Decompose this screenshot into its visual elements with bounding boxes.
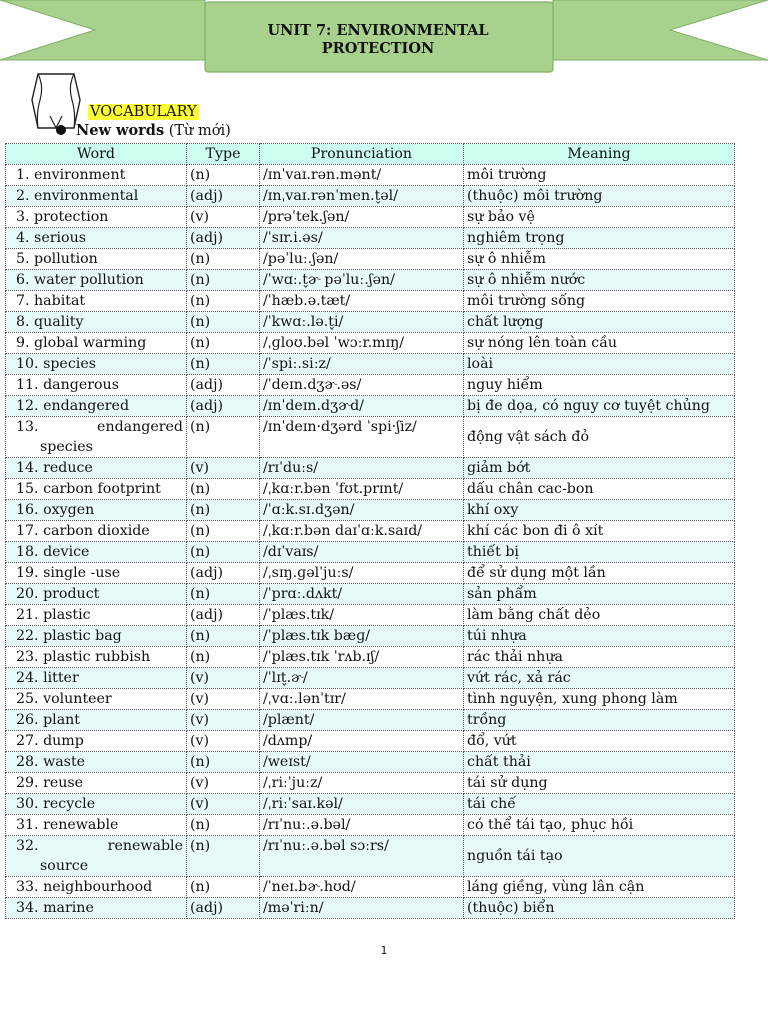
cell-type: (n) — [187, 521, 260, 542]
cell-meaning: giảm bớt — [464, 458, 735, 479]
cell-meaning: láng giềng, vùng lân cận — [464, 877, 735, 898]
cell-word: 17. carbon dioxide — [6, 521, 187, 542]
cell-word: 14. reduce — [6, 458, 187, 479]
cell-meaning: nghiêm trọng — [464, 228, 735, 249]
cell-type: (v) — [187, 458, 260, 479]
cell-pronunciation: /ˈɑːk.sɪ.dʒən/ — [260, 500, 464, 521]
cell-word: 31. renewable — [6, 815, 187, 836]
table-row — [6, 521, 735, 542]
table-row — [6, 626, 735, 647]
cell-word — [6, 417, 187, 458]
cell-meaning: đổ, vứt — [464, 731, 735, 752]
word-number: 13. — [16, 419, 39, 435]
cell-type: (n) — [187, 270, 260, 291]
table-row — [6, 228, 735, 249]
cell-type: (n) — [187, 815, 260, 836]
table-row — [6, 647, 735, 668]
cell-type: (adj) — [187, 228, 260, 249]
cell-word: 29. reuse — [6, 773, 187, 794]
cell-meaning: làm bằng chất dẻo — [464, 605, 735, 626]
cell-pronunciation: /ˈhæb.ə.tæt/ — [260, 291, 464, 312]
page-number: 1 — [380, 944, 388, 957]
cell-word — [6, 836, 187, 877]
cell-type: (n) — [187, 836, 260, 877]
cell-pronunciation: /rɪˈnuː.ə.bəl/ — [260, 815, 464, 836]
cell-word: 26. plant — [6, 710, 187, 731]
table-row — [6, 375, 735, 396]
cell-meaning: túi nhựa — [464, 626, 735, 647]
word-text-cont: source — [40, 858, 89, 874]
cell-pronunciation: /ɪnˈdeɪn.dʒɚd/ — [260, 396, 464, 417]
cell-word: 7. habitat — [6, 291, 187, 312]
cell-type: (adj) — [187, 375, 260, 396]
cell-meaning: (thuộc) môi trường — [464, 186, 735, 207]
cell-meaning: dấu chân cac-bon — [464, 479, 735, 500]
cell-pronunciation: /weɪst/ — [260, 752, 464, 773]
cell-meaning: sự bảo vệ — [464, 207, 735, 228]
new-words-heading: New words (Từ mới) — [56, 122, 231, 140]
table-row — [6, 731, 735, 752]
cell-pronunciation: /ˈspiː.siːz/ — [260, 354, 464, 375]
cell-pronunciation: /dɪˈvaɪs/ — [260, 542, 464, 563]
cell-type: (v) — [187, 207, 260, 228]
cell-word: 5. pollution — [6, 249, 187, 270]
cell-pronunciation: /ˌriːˈsaɪ.kəl/ — [260, 794, 464, 815]
table-row — [6, 186, 735, 207]
cell-word: 16. oxygen — [6, 500, 187, 521]
table-row — [6, 396, 735, 417]
cell-word: 9. global warming — [6, 333, 187, 354]
cell-word: 15. carbon footprint — [6, 479, 187, 500]
word-text-cont: species — [40, 439, 93, 455]
table-row — [6, 877, 735, 898]
cell-type: (v) — [187, 794, 260, 815]
table-row — [6, 563, 735, 584]
header-type: Type — [187, 144, 260, 165]
cell-type: (n) — [187, 249, 260, 270]
cell-type: (n) — [187, 333, 260, 354]
cell-pronunciation: /ˌkɑːr.bən ˈfʊt.prɪnt/ — [260, 479, 464, 500]
cell-pronunciation: /ˈplæs.tɪk bæɡ/ — [260, 626, 464, 647]
cell-meaning: môi trường sống — [464, 291, 735, 312]
cell-type: (adj) — [187, 898, 260, 919]
cell-word: 1. environment — [6, 165, 187, 186]
cell-type: (adj) — [187, 396, 260, 417]
cell-meaning: tình nguyện, xung phong làm — [464, 689, 735, 710]
table-row — [6, 291, 735, 312]
table-row — [6, 500, 735, 521]
cell-pronunciation: /ˌɡloʊ.bəl ˈwɔːr.mɪŋ/ — [260, 333, 464, 354]
cell-word: 24. litter — [6, 668, 187, 689]
cell-pronunciation: /ˈsɪr.i.əs/ — [260, 228, 464, 249]
cell-meaning: sản phẩm — [464, 584, 735, 605]
table-row — [6, 689, 735, 710]
word-text: endangered — [97, 419, 183, 435]
table-row — [6, 312, 735, 333]
cell-word: 4. serious — [6, 228, 187, 249]
table-row — [6, 333, 735, 354]
cell-pronunciation: /ˈwɑː.t̬ɚ pəˈluː.ʃən/ — [260, 270, 464, 291]
cell-meaning: nguồn tái tạo — [464, 836, 735, 877]
cell-pronunciation: /ˌkɑːr.bən daɪˈɑːk.saɪd/ — [260, 521, 464, 542]
cell-meaning: rác thải nhựa — [464, 647, 735, 668]
cell-meaning: tái chế — [464, 794, 735, 815]
cell-type: (n) — [187, 479, 260, 500]
cell-type: (n) — [187, 626, 260, 647]
cell-pronunciation: /rɪˈnuː.ə.bəl sɔːrs/ — [260, 836, 464, 877]
cell-type: (adj) — [187, 605, 260, 626]
cell-word: 28. waste — [6, 752, 187, 773]
table-body — [6, 165, 735, 919]
cell-pronunciation: /ɪnˈvaɪ.rən.mənt/ — [260, 165, 464, 186]
header-pronunciation: Pronunciation — [260, 144, 464, 165]
cell-type: (n) — [187, 312, 260, 333]
cell-word: 27. dump — [6, 731, 187, 752]
section-label: VOCABULARY — [90, 104, 197, 120]
cell-type: (v) — [187, 710, 260, 731]
cell-word: 22. plastic bag — [6, 626, 187, 647]
cell-pronunciation: /ˈplæs.tɪk ˈrʌb.ɪʃ/ — [260, 647, 464, 668]
cell-word: 12. endangered — [6, 396, 187, 417]
cell-type: (n) — [187, 542, 260, 563]
table-row — [6, 668, 735, 689]
cell-word: 8. quality — [6, 312, 187, 333]
cell-type: (v) — [187, 731, 260, 752]
cell-type: (n) — [187, 500, 260, 521]
cell-meaning: bị đe dọa, có nguy cơ tuyệt chủng — [464, 396, 735, 417]
cell-type: (n) — [187, 291, 260, 312]
cell-meaning: sự ô nhiễm — [464, 249, 735, 270]
table-row — [6, 542, 735, 563]
cell-meaning: khí oxy — [464, 500, 735, 521]
cell-pronunciation: /məˈriːn/ — [260, 898, 464, 919]
cell-pronunciation: /ˈprɑː.dʌkt/ — [260, 584, 464, 605]
cell-meaning: môi trường — [464, 165, 735, 186]
cell-type: (n) — [187, 752, 260, 773]
cell-type: (n) — [187, 354, 260, 375]
cell-type: (n) — [187, 647, 260, 668]
table-row — [6, 836, 735, 877]
cell-type: (v) — [187, 689, 260, 710]
cell-type: (adj) — [187, 563, 260, 584]
cell-word: 3. protection — [6, 207, 187, 228]
cell-pronunciation: /ɪnˌvaɪ.rənˈmen.t̬əl/ — [260, 186, 464, 207]
cell-pronunciation: /ˌvɑː.lənˈtɪr/ — [260, 689, 464, 710]
cell-meaning: để sử dụng một lần — [464, 563, 735, 584]
cell-type: (v) — [187, 773, 260, 794]
cell-type: (n) — [187, 165, 260, 186]
cell-pronunciation: /dʌmp/ — [260, 731, 464, 752]
word-number: 32. — [16, 838, 39, 854]
cell-pronunciation: /ˌsɪŋ.ɡəlˈjuːs/ — [260, 563, 464, 584]
table-header-row — [6, 144, 735, 165]
page-title: UNIT 7: ENVIRONMENTAL PROTECTION — [267, 22, 489, 57]
cell-type: (v) — [187, 668, 260, 689]
cell-word: 23. plastic rubbish — [6, 647, 187, 668]
cell-meaning: tái sử dụng — [464, 773, 735, 794]
cell-pronunciation: /ˈlɪt̬.ɚ/ — [260, 668, 464, 689]
table-row — [6, 479, 735, 500]
cell-meaning: trồng — [464, 710, 735, 731]
cell-pronunciation: /plænt/ — [260, 710, 464, 731]
cell-word: 25. volunteer — [6, 689, 187, 710]
table-row — [6, 458, 735, 479]
table-row — [6, 417, 735, 458]
cell-word: 18. device — [6, 542, 187, 563]
cell-meaning: sự ô nhiễm nước — [464, 270, 735, 291]
cell-type: (n) — [187, 417, 260, 458]
cell-meaning: thiết bị — [464, 542, 735, 563]
table-row — [6, 794, 735, 815]
table-row — [6, 710, 735, 731]
cell-word: 30. recycle — [6, 794, 187, 815]
table-row — [6, 773, 735, 794]
cell-word: 19. single -use — [6, 563, 187, 584]
cell-meaning: chất thải — [464, 752, 735, 773]
table-row — [6, 898, 735, 919]
cell-type: (n) — [187, 584, 260, 605]
cell-word: 21. plastic — [6, 605, 187, 626]
cell-pronunciation: /prəˈtek.ʃən/ — [260, 207, 464, 228]
cell-word: 6. water pollution — [6, 270, 187, 291]
cell-meaning: (thuộc) biển — [464, 898, 735, 919]
cell-pronunciation: /ɪnˈdeɪn·dʒərd ˈspi·ʃiz/ — [260, 417, 464, 458]
header-word: Word — [6, 144, 187, 165]
header-meaning: Meaning — [464, 144, 735, 165]
vocabulary-table — [5, 143, 735, 919]
table-row — [6, 165, 735, 186]
cell-pronunciation: /ˈkwɑː.lə.t̬i/ — [260, 312, 464, 333]
cell-pronunciation: /ˌriːˈjuːz/ — [260, 773, 464, 794]
cell-meaning: chất lượng — [464, 312, 735, 333]
table-row — [6, 752, 735, 773]
table-row — [6, 815, 735, 836]
cell-pronunciation: /ˈneɪ.bɚ.hʊd/ — [260, 877, 464, 898]
cell-meaning: có thể tái tạo, phục hồi — [464, 815, 735, 836]
table-row — [6, 605, 735, 626]
cell-meaning: động vật sách đỏ — [464, 417, 735, 458]
cell-meaning: nguy hiểm — [464, 375, 735, 396]
cell-type: (adj) — [187, 186, 260, 207]
cell-pronunciation: /rɪˈduːs/ — [260, 458, 464, 479]
unit-banner — [0, 0, 768, 80]
cell-meaning: khí các bon đi ô xít — [464, 521, 735, 542]
cell-pronunciation: /ˈdeɪn.dʒɚ.əs/ — [260, 375, 464, 396]
cell-word: 10. species — [6, 354, 187, 375]
cell-pronunciation: /ˈplæs.tɪk/ — [260, 605, 464, 626]
cell-meaning: sự nóng lên toàn cầu — [464, 333, 735, 354]
cell-word: 20. product — [6, 584, 187, 605]
cell-word: 34. marine — [6, 898, 187, 919]
cell-meaning: loài — [464, 354, 735, 375]
table-row — [6, 249, 735, 270]
table-row — [6, 584, 735, 605]
bullet-icon — [56, 125, 66, 135]
table-row — [6, 270, 735, 291]
cell-meaning: vứt rác, xả rác — [464, 668, 735, 689]
cell-word: 33. neighbourhood — [6, 877, 187, 898]
cell-word: 11. dangerous — [6, 375, 187, 396]
cell-word: 2. environmental — [6, 186, 187, 207]
table-row — [6, 354, 735, 375]
cell-pronunciation: /pəˈluː.ʃən/ — [260, 249, 464, 270]
table-row — [6, 207, 735, 228]
cell-type: (n) — [187, 877, 260, 898]
word-text: renewable — [107, 838, 183, 854]
